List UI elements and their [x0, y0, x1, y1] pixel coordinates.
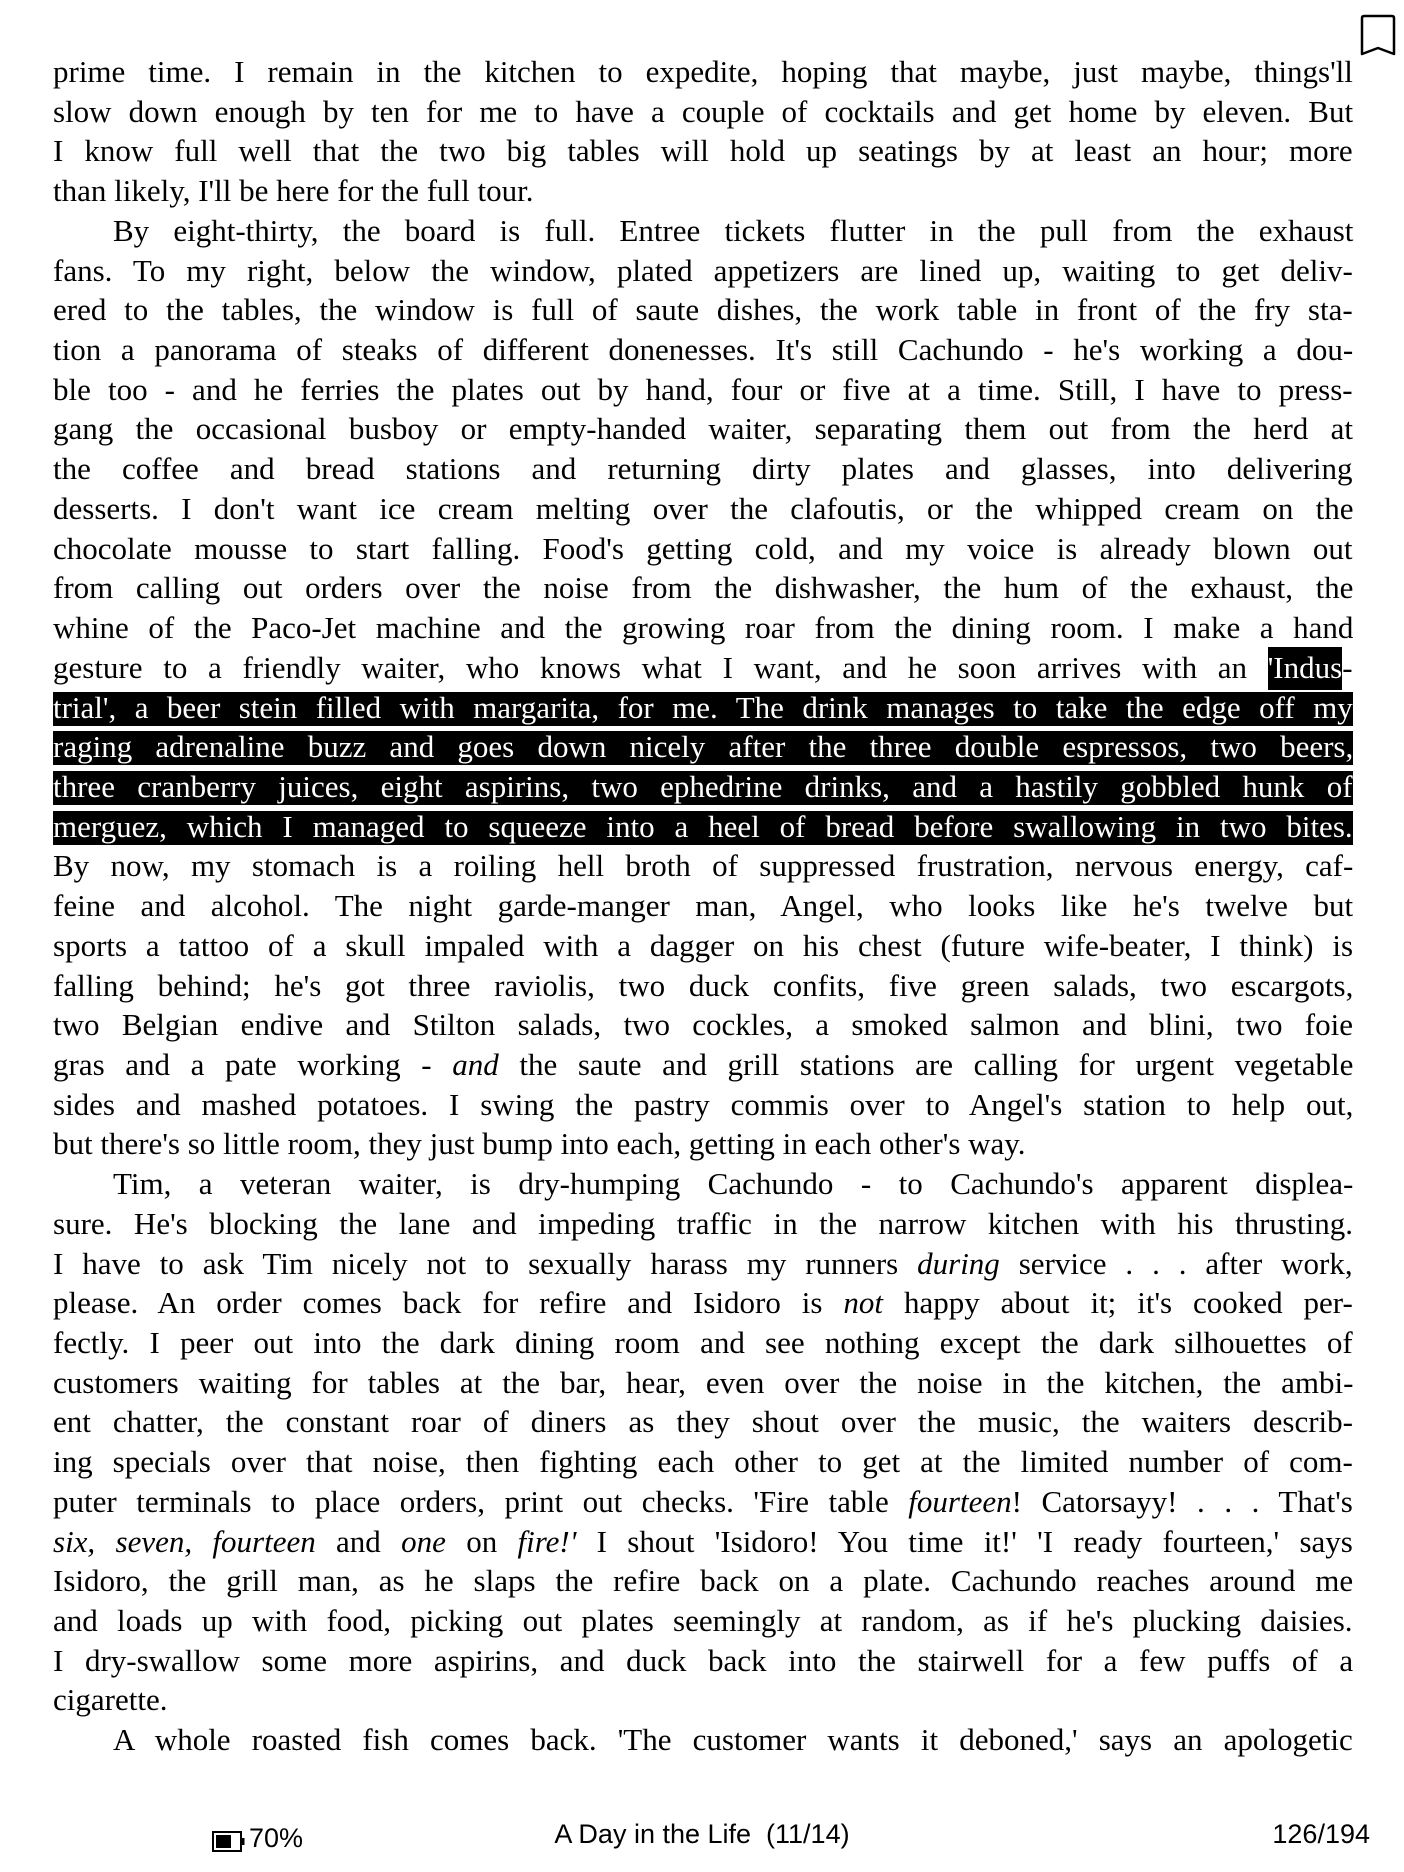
plain-text: gras and a pate working - — [53, 1046, 453, 1082]
italic-text: one — [401, 1523, 446, 1559]
plain-text: on — [445, 1523, 518, 1559]
plain-text: ! Catorsayy! . . . That's — [1011, 1483, 1353, 1519]
text-line[interactable] — [53, 1005, 1353, 1045]
text-line[interactable] — [53, 1402, 1353, 1442]
text-line[interactable] — [53, 1641, 1353, 1681]
plain-text: happy about it; it's cooked per- — [883, 1285, 1353, 1321]
line-text: prime time. I remain in the kitchen to expedite, hoping that maybe, just maybe, things'll — [53, 54, 1353, 89]
text-line[interactable] — [53, 1363, 1353, 1403]
italic-text: and — [452, 1046, 499, 1082]
line-text: but there's so little room, they just bump into each, getting in each other's way. — [53, 1126, 1026, 1162]
text-line[interactable] — [53, 1283, 1353, 1323]
plain-text: please. An order comes back for refire and Isidoro is — [53, 1285, 844, 1321]
line-text: cigarette. — [53, 1682, 168, 1718]
bookmark-icon-glyph — [1360, 14, 1396, 58]
text-line[interactable] — [53, 489, 1353, 529]
text-line[interactable] — [53, 449, 1353, 489]
text-line[interactable] — [53, 1680, 1353, 1720]
text-line[interactable] — [53, 1204, 1353, 1244]
line-text: Isidoro, the grill man, as he slaps the refire back on a plate. Cachundo reaches around me — [53, 1563, 1354, 1599]
plain-text: service . . . after work, — [999, 1245, 1353, 1281]
reader-page-text — [53, 52, 1353, 1760]
line-text: sides and mashed potatoes. I swing the pastry commis over to Angel's station to help out, — [53, 1086, 1354, 1122]
line-text — [53, 1244, 1353, 1284]
line-text — [53, 1283, 1353, 1323]
text-line[interactable] — [53, 1522, 1353, 1562]
line-text: ent chatter, the constant roar of diners as they shout over the music, the waiters describ- — [53, 1404, 1353, 1440]
text-line[interactable] — [53, 1164, 1353, 1204]
text-line[interactable] — [53, 1561, 1353, 1601]
italic-text: during — [917, 1245, 1000, 1281]
line-text: two Belgian endive and Stilton salads, two cockles, a smoked salmon and blini, two foie — [53, 1007, 1354, 1043]
line-text: falling behind; he's got three raviolis, two duck confits, five green salads, two escargots, — [53, 967, 1354, 1003]
line-text: ing specials over that noise, then fighting each other to get at the limited number of com- — [53, 1444, 1353, 1480]
line-text: than likely, I'll be here for the full tour. — [53, 173, 534, 209]
plain-text: the saute and grill stations are calling for urgent vegetable — [498, 1046, 1354, 1082]
line-text — [53, 1045, 1353, 1085]
text-line[interactable] — [53, 290, 1353, 330]
line-text: from calling out orders over the noise from the dishwasher, the hum of the exhaust, the — [53, 570, 1354, 606]
status-bar — [0, 1815, 1404, 1855]
line-text: three cranberry juices, eight aspirins, two ephedrine drinks, and a hastily gobbled hunk of — [53, 768, 1353, 804]
plain-text: I have to ask Tim nicely not to sexually harass my runners — [53, 1245, 918, 1281]
line-text: By now, my stomach is a roiling hell broth of suppressed frustration, nervous energy, caf- — [53, 848, 1354, 884]
text-line[interactable] — [53, 1601, 1353, 1641]
text-line[interactable] — [53, 52, 1353, 92]
highlighted-text-line[interactable] — [53, 688, 1353, 728]
line-text: gang the occasional busboy or empty-handed waiter, separating them out from the herd at — [53, 411, 1353, 447]
italic-text: fourteen — [908, 1483, 1012, 1519]
line-text: ble too - and he ferries the plates out by hand, four or five at a time. Still, I have to press- — [53, 371, 1353, 407]
highlighted-text-line[interactable] — [53, 767, 1353, 807]
line-text: sure. He's blocking the lane and impeding traffic in the narrow kitchen with his thrusting. — [53, 1205, 1353, 1241]
italic-text: six, seven, fourteen — [53, 1523, 316, 1559]
text-line[interactable] — [53, 1482, 1353, 1522]
line-text: slow down enough by ten for me to have a couple of cocktails and get home by eleven. But — [53, 93, 1354, 129]
text-line[interactable] — [53, 1442, 1353, 1482]
line-text: fans. To my right, below the window, plated appetizers are lined up, waiting to get deliv- — [53, 252, 1353, 288]
text-line[interactable] — [53, 648, 1353, 688]
text-line[interactable] — [53, 251, 1353, 291]
plain-text: - — [1342, 649, 1353, 685]
line-text: whine of the Paco-Jet machine and the growing roar from the dining room. I make a hand — [53, 610, 1354, 646]
text-line[interactable] — [53, 370, 1353, 410]
line-text: desserts. I don't want ice cream melting over the clafoutis, or the whipped cream on the — [53, 490, 1354, 526]
text-line[interactable] — [53, 1244, 1353, 1284]
text-line[interactable] — [53, 92, 1353, 132]
line-text: I know full well that the two big tables will hold up seatings by at least an hour; more — [53, 133, 1353, 169]
line-text: trial', a beer stein filled with margarita, for me. The drink manages to take the edge off my — [53, 689, 1353, 725]
plain-text: puter terminals to place orders, print out checks. 'Fire table — [53, 1483, 909, 1519]
text-line[interactable] — [53, 608, 1353, 648]
text-line[interactable] — [53, 846, 1353, 886]
plain-text: I shout 'Isidoro! You time it!' 'I ready fourteen,' says — [576, 1523, 1353, 1559]
line-text: chocolate mousse to start falling. Food's getting cold, and my voice is already blown out — [53, 530, 1353, 566]
text-line[interactable] — [53, 409, 1353, 449]
line-text: I dry-swallow some more aspirins, and duck back into the stairwell for a few puffs of a — [53, 1642, 1354, 1678]
text-line[interactable] — [53, 131, 1353, 171]
line-text — [53, 1482, 1353, 1522]
text-line[interactable] — [53, 1124, 1353, 1164]
line-text: fectly. I peer out into the dark dining room and see nothing except the dark silhouettes of — [53, 1325, 1353, 1360]
line-text: A whole roasted fish comes back. 'The customer wants it deboned,' says an apologetic — [113, 1722, 1353, 1758]
line-text: raging adrenaline buzz and goes down nicely after the three double espressos, two beers, — [53, 729, 1354, 765]
text-line[interactable] — [53, 529, 1353, 569]
italic-text: fire!' — [517, 1523, 577, 1559]
line-text: sports a tattoo of a skull impaled with a dagger on his chest (future wife-beater, I think) is — [53, 927, 1354, 963]
text-line[interactable] — [53, 1085, 1353, 1125]
text-line[interactable] — [53, 886, 1353, 926]
text-line[interactable] — [53, 1323, 1353, 1363]
chapter-title: A Day in the Life (11/14) — [554, 1819, 850, 1849]
italic-text: not — [843, 1285, 884, 1321]
plain-text: gesture to a friendly waiter, who knows what I want, and he soon arrives with an — [53, 649, 1268, 685]
line-text: Tim, a veteran waiter, is dry-humping Cachundo - to Cachundo's apparent displea- — [113, 1166, 1354, 1202]
line-text: merguez, which I managed to squeeze into a heel of bread before swallowing in two bites. — [53, 808, 1353, 844]
line-text: tion a panorama of steaks of different donenesses. It's still Cachundo - he's working a dou- — [53, 332, 1354, 368]
text-line[interactable] — [53, 966, 1353, 1006]
text-line[interactable] — [53, 171, 1353, 211]
line-text: the coffee and bread stations and returning dirty plates and glasses, into delivering — [53, 451, 1353, 487]
line-text: and loads up with food, picking out plates seemingly at random, as if he's plucking daisies. — [53, 1603, 1353, 1639]
highlighted-text-line[interactable] — [53, 807, 1353, 847]
page-counter: 126/194 — [1272, 1819, 1370, 1849]
line-text: customers waiting for tables at the bar, hear, even over the noise in the kitchen, the ambi- — [53, 1364, 1354, 1400]
highlighted-text-line[interactable] — [53, 727, 1353, 767]
line-text: feine and alcohol. The night garde-manger man, Angel, who looks like he's twelve but — [53, 888, 1354, 924]
battery-percent: 70% — [249, 1823, 304, 1853]
text-line[interactable] — [53, 926, 1353, 966]
text-line[interactable] — [53, 1045, 1353, 1085]
line-text — [53, 648, 1353, 688]
line-text: ered to the tables, the window is full of saute dishes, the work table in front of the fry sta- — [53, 292, 1353, 328]
line-text: By eight-thirty, the board is full. Entree tickets flutter in the pull from the exhaust — [113, 212, 1354, 248]
text-line[interactable] — [53, 568, 1353, 608]
highlighted-text: 'Indus — [1268, 647, 1342, 690]
line-text — [53, 1522, 1353, 1562]
text-line[interactable] — [53, 330, 1353, 370]
text-line[interactable] — [53, 1720, 1353, 1760]
plain-text: and — [315, 1523, 402, 1559]
bookmark-icon[interactable] — [1360, 14, 1396, 58]
text-line[interactable] — [53, 211, 1353, 251]
